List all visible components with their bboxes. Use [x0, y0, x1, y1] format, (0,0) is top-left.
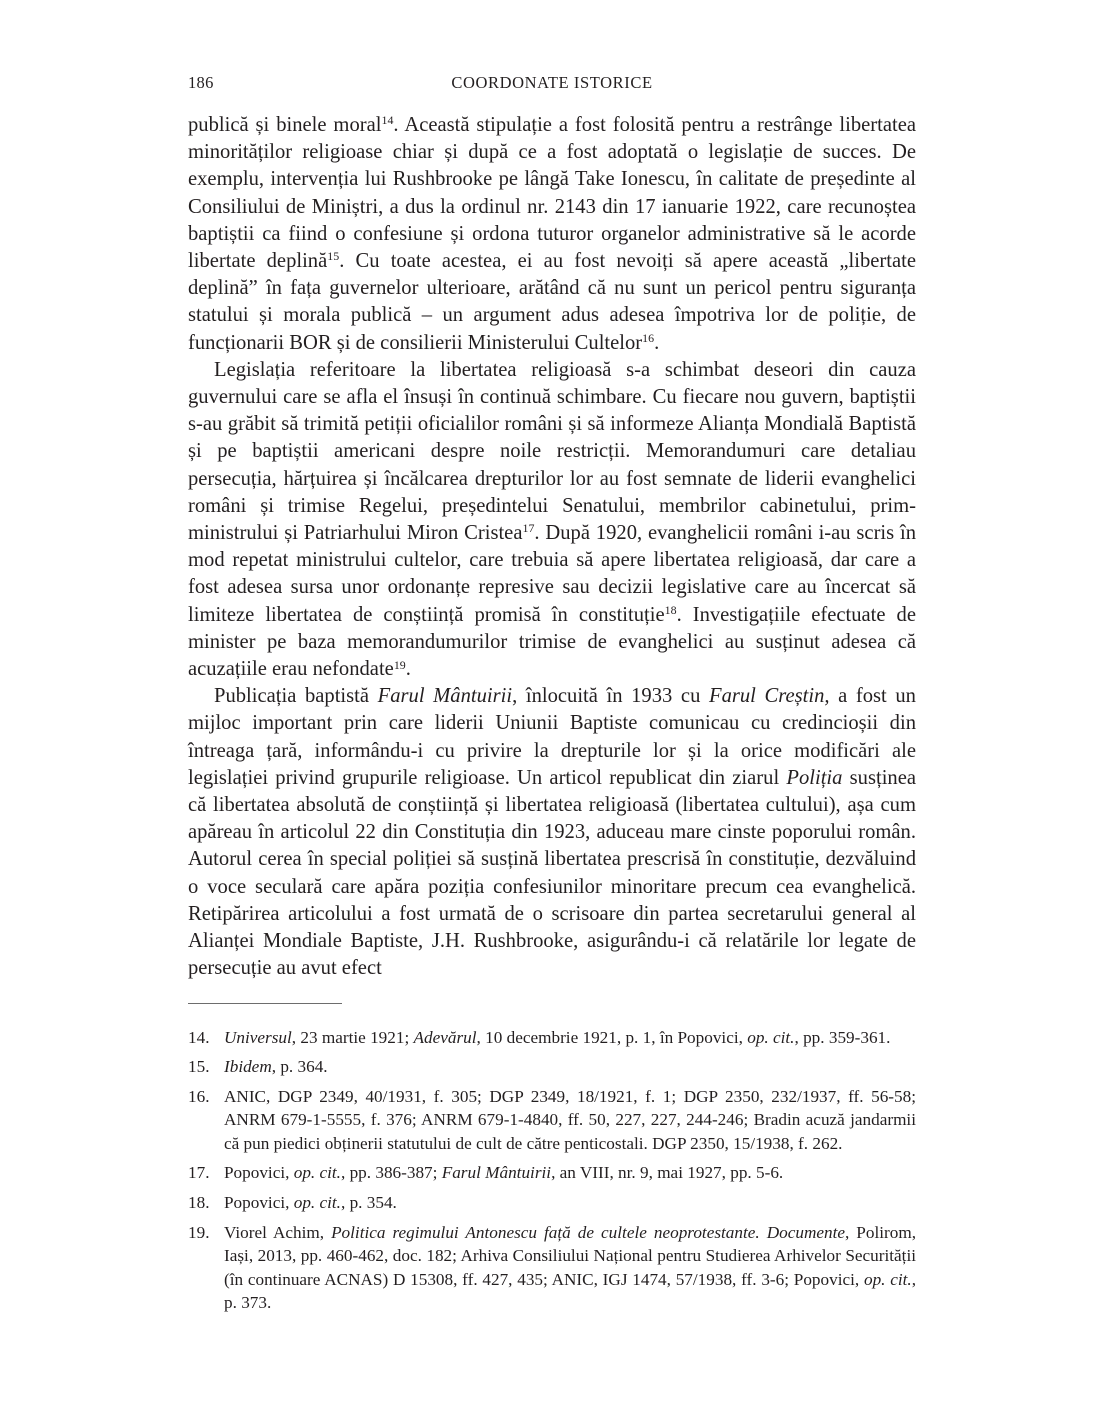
- paragraph: [188, 112, 916, 357]
- footnote-number: 15.: [188, 1057, 210, 1077]
- text-run: publică și binele moral: [188, 114, 382, 136]
- text-run: Popovici,: [224, 1163, 294, 1183]
- text-run: , p. 373.: [224, 1269, 916, 1313]
- text-run: , înlocuită în 1933 cu: [512, 685, 709, 708]
- footnote-ref: 14: [381, 113, 394, 128]
- italic-text: op. cit.: [293, 1163, 341, 1183]
- text-run: .: [405, 658, 411, 681]
- text-run: , pp. 386-387;: [340, 1163, 442, 1183]
- text-run: , 10 decembrie 1921, p. 1, în Popovici,: [476, 1027, 748, 1047]
- footnote-number: 14.: [188, 1027, 210, 1047]
- footnote-number: 19.: [188, 1222, 210, 1242]
- italic-text: Politica regimului Antonescu față de cultele neoprotestante. Documente: [331, 1222, 845, 1242]
- footnote: [188, 1055, 916, 1079]
- book-page: [188, 70, 916, 1321]
- text-run: .: [654, 331, 660, 354]
- text-run: . După 1920, evanghelicii români i-au scris în mod repetat ministrului cultelor, care trebuia să apere libertatea religioasă, dar care a fost adesea sursa unor ordonanțe represive sau decizii legislative care au încercat să limiteze libertatea de conștiință promisă în constituție: [188, 522, 917, 626]
- footnote-ref: 18: [664, 603, 677, 618]
- text-run: a fost un mijloc important prin care liderii Uniunii Baptiste comunicau cu credincioșii din întreaga țară, informându-i cu privire la drepturile lor și la orice modificări ale legislației privind grupurile religioase. Un articol republicat din ziarul: [188, 685, 916, 789]
- text-run: . Această stipulație a fost folosită pentru a restrânge libertatea minorităților religioase chiar și după ce a fost adoptată o legislație de succes. De exemplu, intervenția lui Rushbrooke pe lângă Take Ionescu, în calitate de președinte al Consiliului de Miniștri, a dus la ordinul nr. 2143 din 17 ianuarie 1922, care recunoștea baptiștii ca fiind o confesiune și ordona tuturor organelor administrative să le acorde libertate deplină: [188, 114, 916, 273]
- text-run: susținea că libertatea absolută de conștiință și libertatea religioasă (libertatea cultului), așa cum apăreau în articolul 22 din Constituția din 1923, aduceau mare cinste poporului român. Autorul cerea în special poliției să susțină libertatea prescrisă în constituție, dezvăluind o voce seculară care apăra poziția confesiunilor minoritare precum cea evanghelică. Retipărirea articolului a fost urmată de o scrisoare din partea secretarului general al Alianței Mondiale Baptiste, J.H. Rushbrooke, asigurându-i că relatările lor legate de persecuție au avut efect: [188, 766, 917, 980]
- text-run: , 23 martie 1921;: [291, 1027, 414, 1047]
- text-run: Viorel Achim,: [224, 1222, 332, 1242]
- footnote-number: 17.: [188, 1163, 210, 1183]
- footnote-number: 16.: [188, 1086, 210, 1106]
- text-run: , p. 354.: [340, 1193, 397, 1213]
- italic-text: Farul Mântuirii: [441, 1163, 552, 1183]
- text-run: . Investigațiile efectuate de minister pe baza memorandumurilor trimise de evanghelici au susținut adesea că acuzațiile erau nefondate: [188, 603, 916, 681]
- italic-text: op. cit.: [293, 1193, 341, 1213]
- italic-text: Universul: [224, 1027, 292, 1047]
- text-run: , pp. 359-361.: [794, 1027, 891, 1047]
- text-run: . Cu toate acestea, ei au fost nevoiți să apere această „libertate deplină” în fața guvernelor ulterioare, arătând că nu sunt un pericol pentru siguranța statului și morala publică – un argument adus adesea împotriva lor de poliție, de funcționarii BOR și de consilierii Ministerului Cultelor: [188, 250, 916, 354]
- footnotes: [188, 1026, 916, 1316]
- running-title: COORDONATE ISTORICE: [451, 73, 653, 92]
- footnote: [188, 1191, 916, 1215]
- text-run: Publicația baptistă: [214, 685, 378, 708]
- italic-text: Poliția: [786, 766, 843, 789]
- paragraph: [188, 683, 916, 982]
- italic-text: Farul Mântuirii: [377, 685, 513, 708]
- italic-text: Farul Creștin,: [708, 685, 830, 708]
- footnote-ref: 17: [522, 521, 535, 536]
- text-run: Legislația referitoare la libertatea religioasă s-a schimbat deseori din cauza guvernului care se afla el însuși în continuă schimbare. Cu fiecare nou guvern, baptiștii s-au grăbit să trimită petiții oficialilor români și să informeze Alianța Mondială Baptistă și pe baptiștii americani despre noile restricții. Memorandumuri care detaliau persecuția, hărțuirea și încălcarea drepturilor lor au fost semnate de liderii evanghelici români și trimise Regelui, președintelui Senatului, membrilor cabinetului, prim-ministrului și Patriarhului Miron Cristea: [188, 358, 916, 545]
- footnote-number: 18.: [188, 1193, 210, 1213]
- text-run: Popovici,: [224, 1193, 294, 1213]
- footnote-ref: 15: [327, 249, 340, 264]
- text-run: ANIC, DGP 2349, 40/1931, f. 305; DGP 2349, 18/1921, f. 1; DGP 2350, 232/1937, ff. 56-58; ANRM 679-1-5555, f. 376; ANRM 679-1-4840, ff. 50, 227, 227, 244-246; Bradin acuză jandarmii că pun piedici obținerii statutului de cult de către penticostali. DGP 2350, 15/1938, f. 262.: [224, 1086, 916, 1153]
- text-run: , an VIII, nr. 9, mai 1927, pp. 5-6.: [551, 1163, 784, 1183]
- text-run: , p. 364.: [271, 1057, 328, 1077]
- paragraph: [188, 357, 916, 683]
- footnote-ref: 16: [642, 331, 655, 346]
- footnote-separator: [188, 1003, 342, 1004]
- running-header: [188, 70, 916, 98]
- footnote: [188, 1085, 916, 1156]
- italic-text: op. cit.: [747, 1027, 795, 1047]
- italic-text: Adevărul: [413, 1027, 477, 1047]
- body-text: [188, 112, 916, 983]
- footnote: [188, 1161, 916, 1185]
- text-run: , Polirom, Iași, 2013, pp. 460-462, doc. 182; Arhiva Consiliului Național pentru Studierea Arhivelor Securității (în continuare ACNAS) D 15308, ff. 427, 435; ANIC, IGJ 1474, 57/1938, ff. 3-6; Popovici,: [224, 1222, 916, 1289]
- italic-text: op. cit.: [863, 1269, 912, 1289]
- italic-text: Ibidem: [224, 1057, 272, 1077]
- footnote: [188, 1026, 916, 1050]
- footnote-ref: 19: [393, 657, 406, 672]
- footnote: [188, 1221, 916, 1315]
- page-number: 186: [188, 73, 214, 92]
